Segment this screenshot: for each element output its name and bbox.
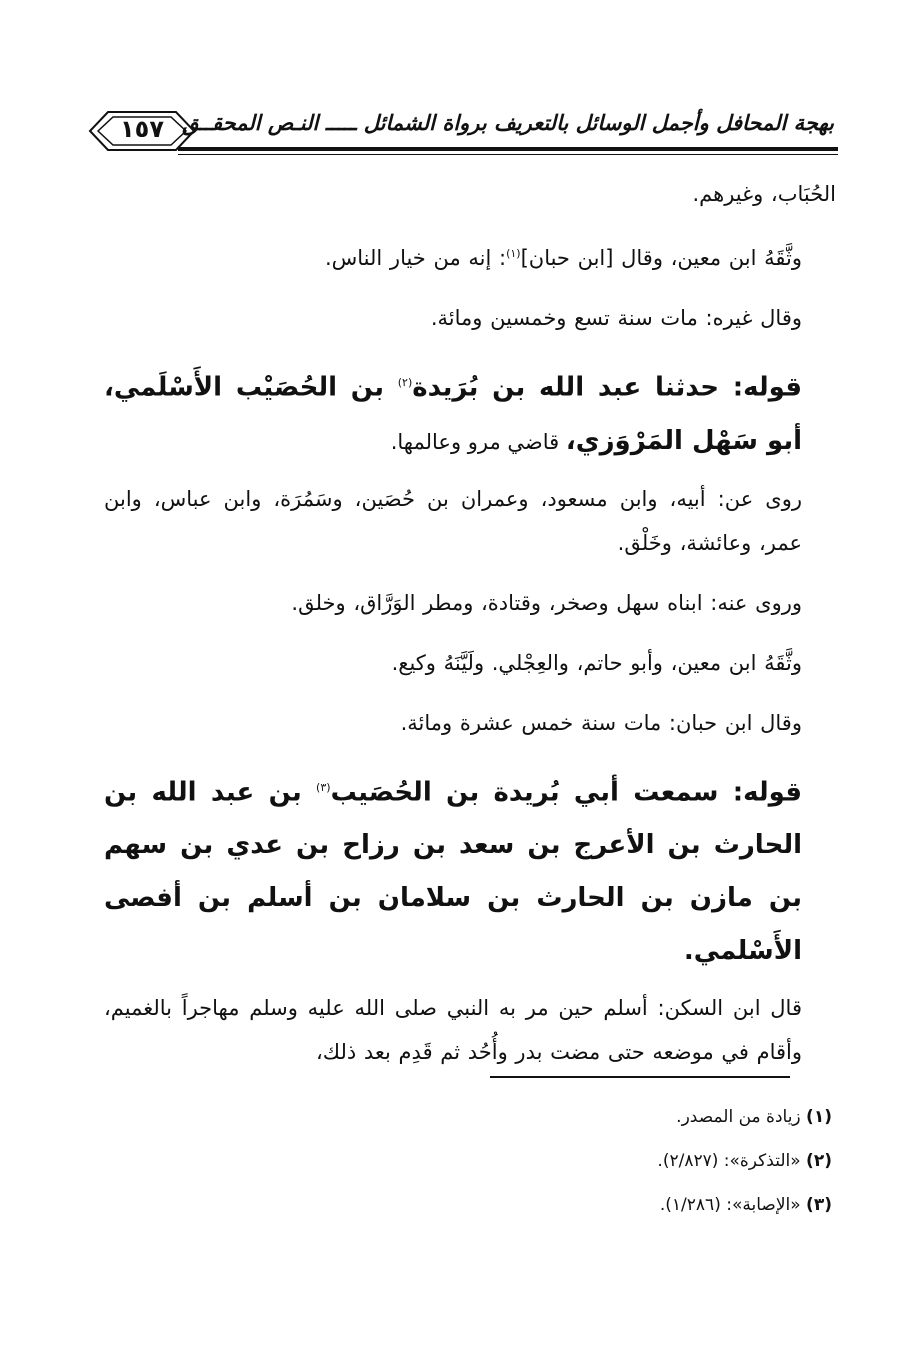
header-rule-thin — [178, 154, 838, 155]
paragraph — [104, 701, 836, 745]
section-heading — [104, 356, 836, 469]
text: وقال ابن حبان: مات سنة خمس عشرة ومائة. — [400, 710, 802, 735]
footnote — [232, 1139, 832, 1183]
footnote-ref: (١) — [506, 247, 521, 260]
paragraph — [104, 296, 836, 340]
page-number: ١٥٧ — [120, 115, 164, 143]
paragraph — [104, 477, 836, 565]
paragraph — [104, 232, 836, 280]
text: الحُبَاب، وغيرهم. — [692, 182, 836, 206]
text: روى عن: أبيه، وابن مسعود، وعمران بن حُصَين، وسَمُرَة، وابن عباس، وابن عمر، وعائشة، وخَلْق. — [104, 486, 802, 555]
paragraph — [104, 641, 836, 685]
header-rule — [178, 147, 838, 151]
footnote-text: «التذكرة»: (٢/٨٢٧). — [657, 1151, 807, 1171]
text: : إنه من خيار الناس. — [324, 246, 507, 270]
text: وثَّقَهُ ابن معين، وقال [ابن حبان] — [520, 246, 802, 270]
footnote-ref: (٢) — [397, 376, 413, 389]
footnote — [232, 1183, 832, 1227]
text: وروى عنه: ابناه سهل وصخر، وقتادة، ومطر الوَرَّاق، وخلق. — [291, 590, 802, 615]
paragraph — [104, 986, 836, 1074]
footnote-number: (٢) — [806, 1151, 832, 1171]
footnote-text: «الإصابة»: (١/٢٨٦). — [659, 1195, 807, 1215]
page-header — [86, 96, 838, 182]
footnote-number: (١) — [806, 1107, 832, 1127]
footnote-ref: (٣) — [316, 780, 331, 794]
paragraph — [104, 581, 836, 625]
page-number-badge — [86, 106, 198, 156]
text: وقال غيره: مات سنة تسع وخمسين ومائة. — [430, 306, 802, 330]
heading-text: بن الحُصَيْب الأَسْلَمي، أبو سَهْل المَرْوَزي، — [104, 372, 802, 456]
section-heading — [104, 761, 836, 979]
main-text — [104, 172, 836, 1090]
heading-text: قوله: حدثنا عبد الله بن بُرَيدة — [412, 372, 802, 403]
heading-text: بن عبد الله بن الحارث بن الأعرج بن سعد بن رزاح بن عدي بن سهم بن مازن بن الحارث بن سلامان بن أسلم بن أفصى الأَسْلمي. — [104, 777, 802, 967]
footnote-separator — [490, 1076, 790, 1078]
footnotes — [232, 1095, 832, 1227]
text: قال ابن السكن: أسلم حين مر به النبي صلى الله عليه وسلم مهاجراً بالغميم، وأقام في موضعه حتى مضت بدر وأُحُد ثم قَدِم بعد ذلك، — [104, 996, 802, 1065]
text: قاضي مرو وعالمها. — [390, 429, 566, 454]
footnote-number: (٣) — [806, 1195, 832, 1215]
heading-text: قوله: سمعت أبي بُريدة بن الحُصَيب — [330, 777, 802, 808]
paragraph — [104, 172, 836, 216]
running-title: بهجة المحافل وأجمل الوسائل بالتعريف برواة الشمائل ـــــ النـص المحقــق — [182, 110, 834, 135]
footnote-text: زيادة من المصدر. — [676, 1107, 807, 1127]
footnote — [232, 1095, 832, 1139]
text: وثَّقَهُ ابن معين، وأبو حاتم، والعِجْلي. ولَيَّنَهُ وكيع. — [391, 650, 802, 675]
